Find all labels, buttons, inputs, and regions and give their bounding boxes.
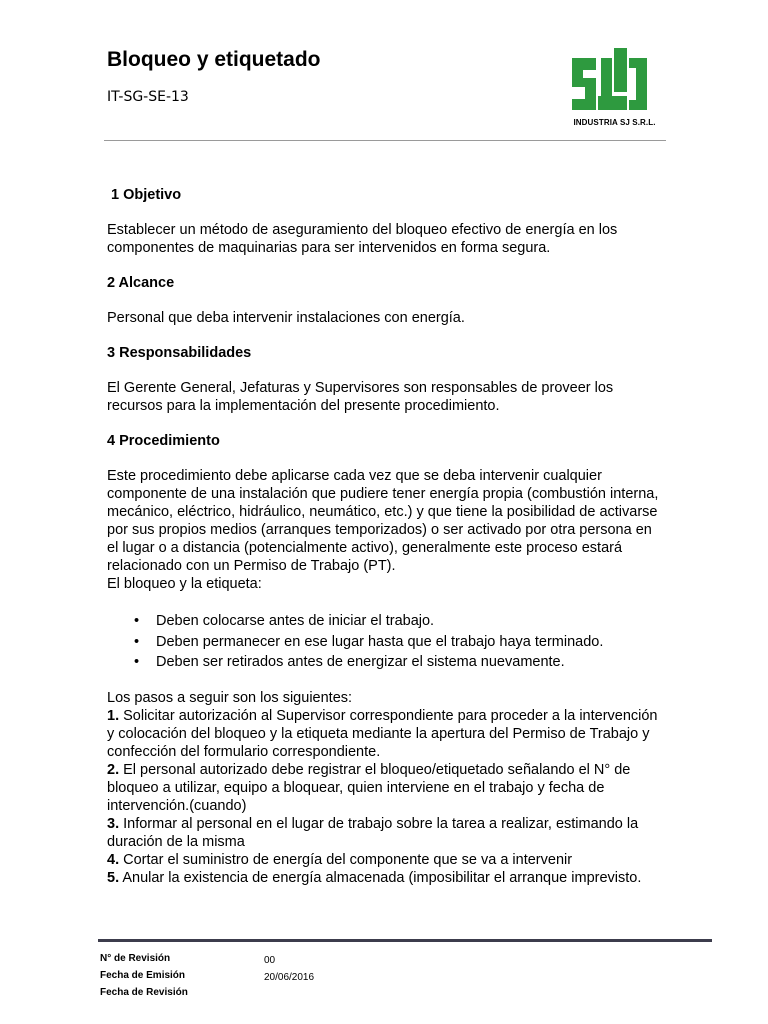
bullet-icon: • [134,654,140,670]
steps-intro: Los pasos a seguir son los siguientes: [107,689,353,706]
section-body-alcance: Personal que deba intervenir instalaciones con energía. [107,310,465,326]
company-name: INDUSTRIA SJ S.R.L. [573,118,656,127]
section-heading-responsabilidades: 3 Responsabilidades [107,345,252,361]
section-body-objetivo: Establecer un método de aseguramiento del bloqueo efectivo de energía en los componentes de maquinarias para ser intervenidos en forma segura. [107,222,618,256]
header-divider [104,140,666,141]
step-item: 2. El personal autorizado debe registrar el bloqueo/etiquetado señalando el N° de bloqueo a utilizar, equipo a bloquear, quien interviene en el trabajo y fecha de intervención.(cuando) [107,761,631,814]
list-item: • Deben permanecer en ese lugar hasta que el trabajo haya terminado. [107,632,667,653]
bullets-lead: El bloqueo y la etiqueta: [107,576,262,592]
fecha-revision-row [100,987,188,1004]
revision-label: N° de Revisión [100,953,171,964]
emision-row [100,970,315,987]
step-item: 3. Informar al personal en el lugar de trabajo sobre la tarea a realizar, estimando la duración de la misma [107,815,639,850]
emision-value: 20/06/2016 [264,972,315,983]
footer-divider [98,939,712,942]
bullet-icon: • [134,613,140,629]
section-heading-procedimiento: 4 Procedimiento [107,433,220,449]
step-item: 1. Solicitar autorización al Supervisor correspondiente para proceder a la intervención y colocación del bloqueo y la etiqueta mediante la apertura del Permiso de Trabajo y confección del formulario correspondiente. [107,707,658,760]
step-item: 4. Cortar el suministro de energía del componente que se va a intervenir [107,851,573,868]
section-heading-objetivo: 1 Objetivo [111,187,182,203]
document-title: Bloqueo y etiquetado [107,48,321,71]
list-item: • Deben ser retirados antes de energizar el sistema nuevamente. [107,652,667,673]
requirements-list [107,611,667,673]
section-body-responsabilidades: El Gerente General, Jefaturas y Supervisores son responsables de proveer los recursos para la implementación del presente procedimiento. [107,380,614,414]
emision-label: Fecha de Emisión [100,970,186,981]
document-code: IT-SG-SE-13 [107,89,189,105]
revision-table [100,953,315,1004]
fecha-revision-label: Fecha de Revisión [100,987,188,998]
revision-row [100,953,276,970]
step-item: 5. Anular la existencia de energía almacenada (imposibilitar el arranque imprevisto. [107,869,642,886]
section-heading-alcance: 2 Alcance [107,275,175,291]
company-logo [562,44,667,132]
section-body-procedimiento: Este procedimiento debe aplicarse cada vez que se deba intervenir cualquier componente de una instalación que pudiere tener energía propia (combustión interna, mecánico, eléctrico, hidráulico, neumático, etc.) y que tiene la posibilidad de activarse por sus propios medios (arranques temporizados) o ser activado por otra persona en el lugar o a distancia (potencialmente activo), generalmente este proceso estará relacionado con un Permiso de Trabajo (PT). [107,468,659,574]
list-item: • Deben colocarse antes de iniciar el trabajo. [107,611,667,632]
document-body [107,186,667,887]
bullet-icon: • [134,633,140,650]
company-logo-icon [562,44,667,116]
revision-value: 00 [264,955,276,966]
